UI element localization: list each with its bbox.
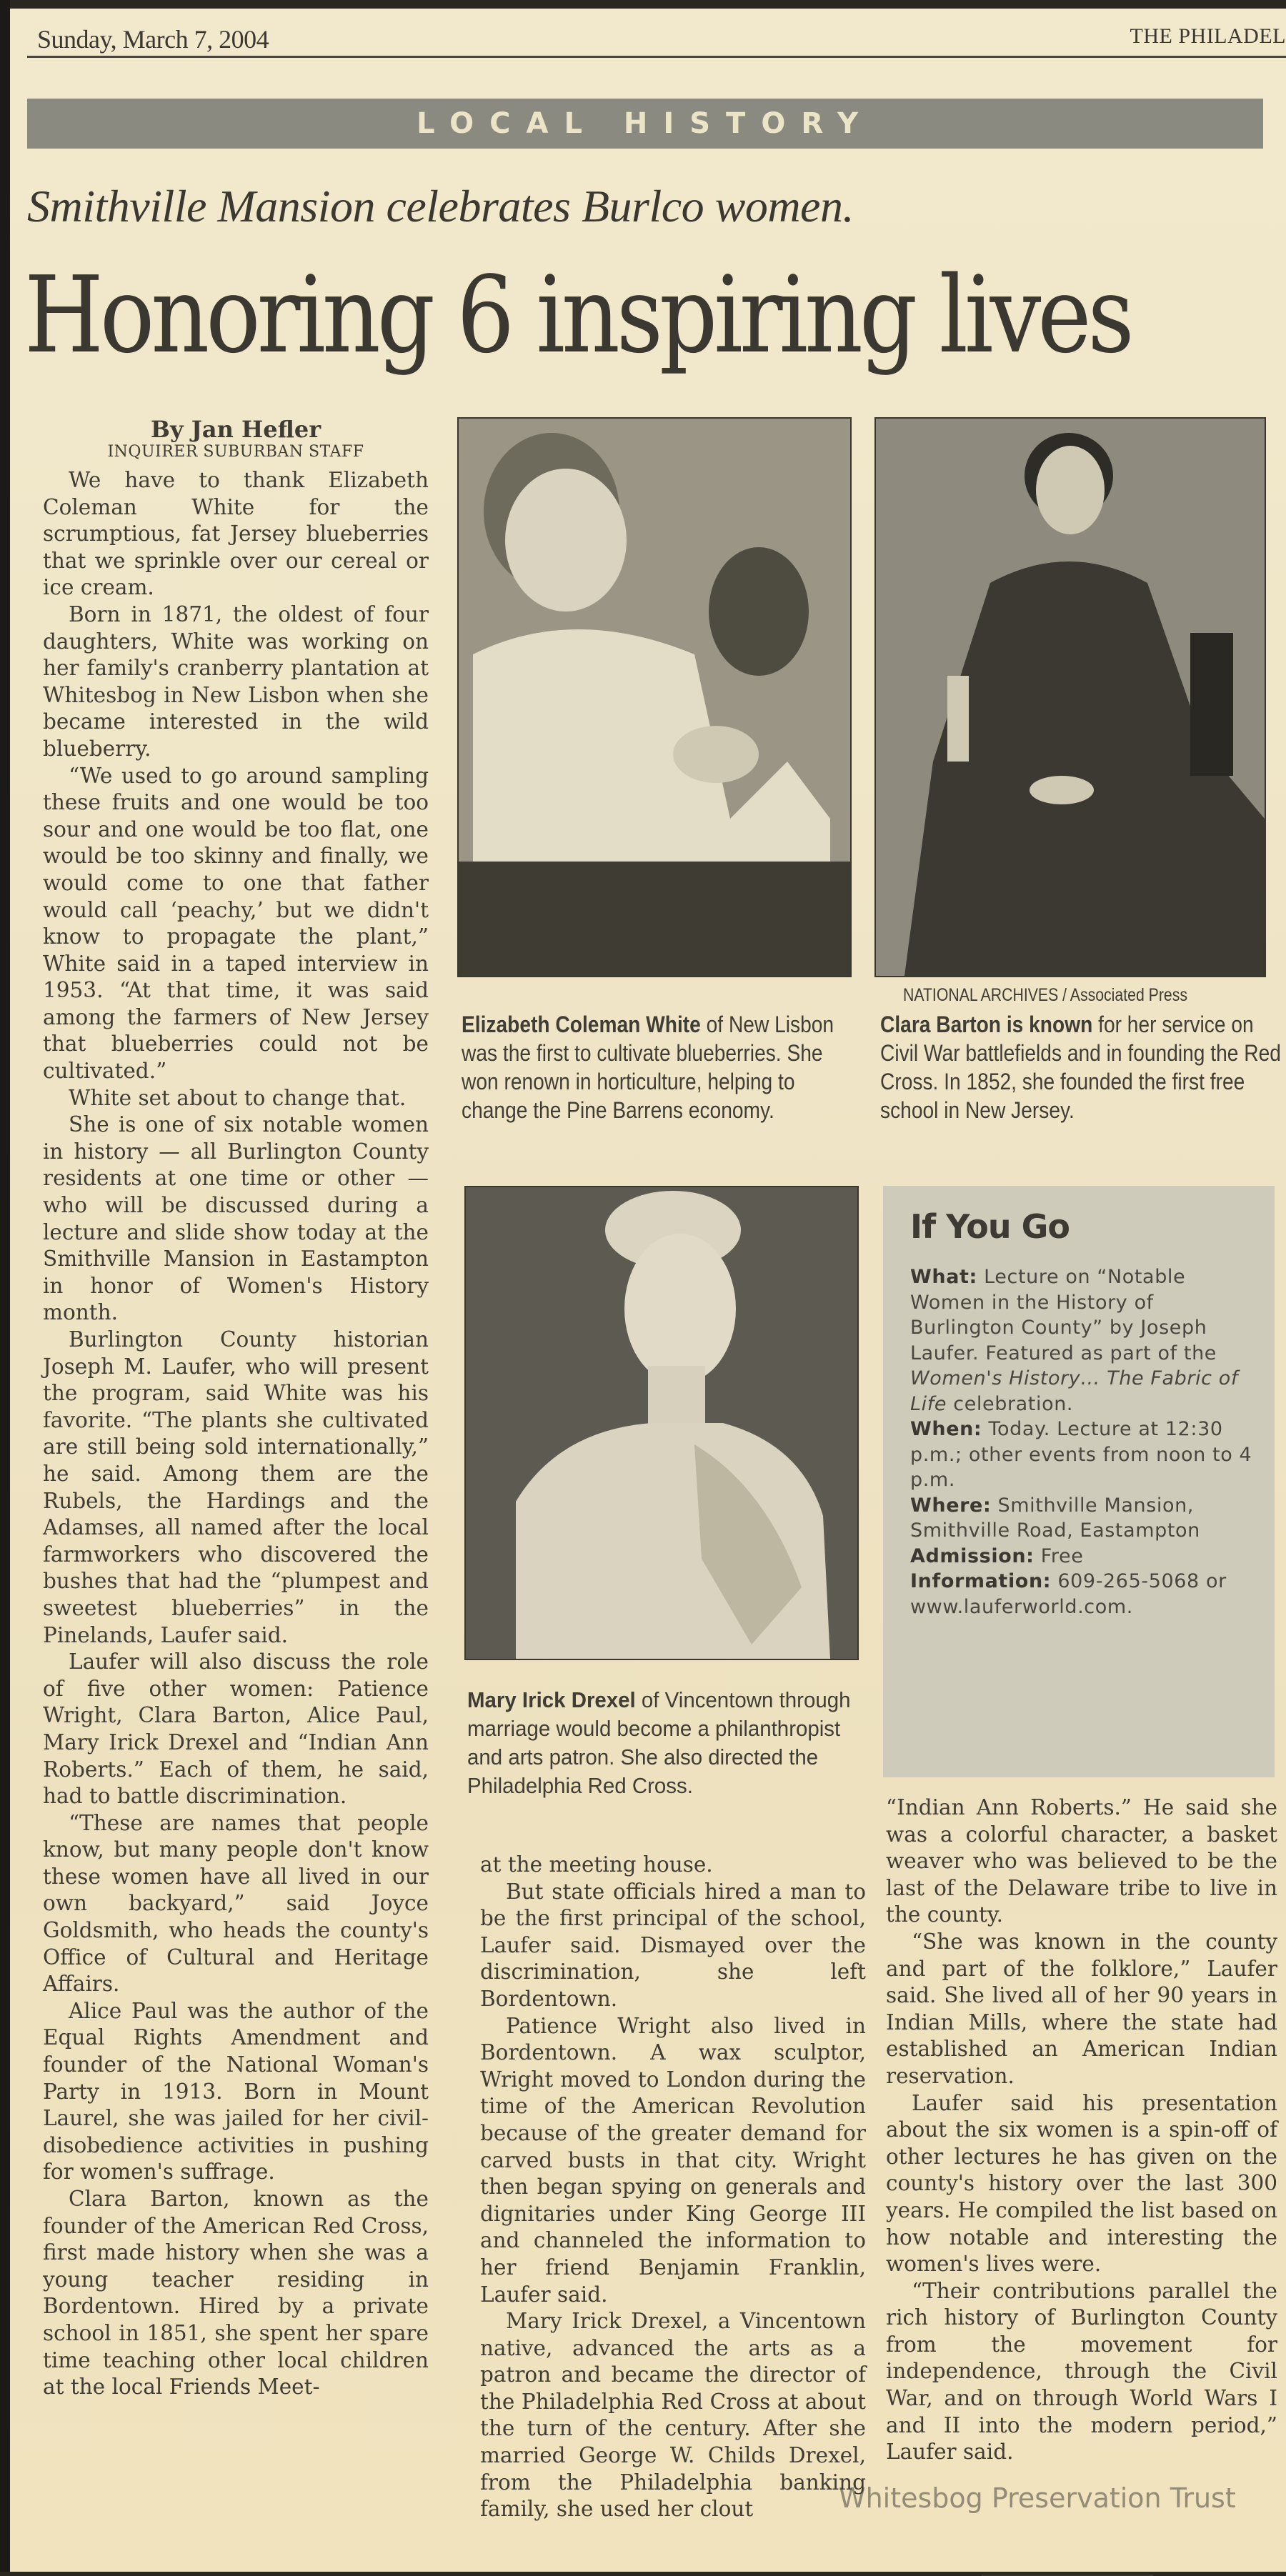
paragraph: Laufer said his presentation about the six women is a spin-off of other lectures he has given on the county's history over the last 300 years. He compiled the list based on how notable and interesting the women's lives were. <box>886 2090 1277 2277</box>
paragraph: Mary Irick Drexel, a Vincentown native, advanced the arts as a patron and became the director of the Philadelphia Red Cross at about the turn of the century. After she married George W. Childs Drexel, from the Philadelphia banking family, she used her clout <box>480 2309 866 2522</box>
what-text-end: celebration. <box>947 1392 1074 1415</box>
paragraph: White set about to change that. <box>69 1085 407 1110</box>
section-label: LOCAL HISTORY <box>417 107 874 140</box>
portrait-figure-icon <box>466 1187 857 1659</box>
paragraph: But state officials hired a man to be the first principal of the school, Laufer said. Dismayed over the discrimination, she left Bordentown. <box>480 1879 866 2011</box>
event-name: Women's History… The Fabric of Life <box>910 1367 1239 1415</box>
paragraph: Laufer will also discuss the role of five other women: Patience Wright, Clara Barton, Alice Paul, Mary Irick Drexel and “Indian Ann Roberts.” Each of them, he said, had to battle discrimination. <box>43 1649 429 1809</box>
admission-text: Free <box>1034 1544 1084 1567</box>
article-column-1 <box>43 416 429 2401</box>
caption-name: Clara Barton is known <box>880 1012 1093 1037</box>
article-column-2 <box>480 1852 866 2523</box>
photo-clara-barton <box>874 417 1266 977</box>
what-text: Lecture on “Notable Women in the History of Burlington County” by Joseph Laufer. Featured as part of the <box>910 1266 1217 1364</box>
caption-text: of New Lisbon was the first to cultivate blueberries. She won renown in horticulture, helping to change the Pine Barrens economy. <box>462 1012 834 1123</box>
article-column-3 <box>886 1794 1277 2466</box>
paragraph: at the meeting house. <box>480 1852 713 1877</box>
if-you-go-box <box>883 1186 1275 1777</box>
byline <box>43 416 429 461</box>
folio-date: Sunday, March 7, 2004 <box>37 25 269 54</box>
paragraph: “She was known in the county and part of the folklore,” Laufer said. She lived all of her 90 years in Indian Mills, where the state had established an American Indian reservation. <box>886 1929 1277 2088</box>
information-text: 609-265-5068 or www.lauferworld.com. <box>910 1570 1227 1618</box>
admission-label: Admission: <box>910 1544 1035 1567</box>
if-you-go-details <box>910 1264 1253 1619</box>
section-banner <box>27 99 1263 149</box>
caption-name: Mary Irick Drexel <box>467 1687 636 1712</box>
newspaper-page <box>10 9 1286 2572</box>
folio-newspaper-name: THE PHILADEL <box>1130 24 1286 48</box>
caption-text: of Vincentown through marriage would become a philanthropist and arts patron. She also directed the Philadelphia Red Cross. <box>467 1687 851 1798</box>
byline-author: By Jan Hefler <box>150 416 322 443</box>
paragraph: “Their contributions parallel the rich history of Burlington County from the movement for independence, through the Civil War, and on through World Wars I and II into the modern period,” Laufer said. <box>886 2278 1277 2465</box>
folio-rule <box>27 56 1286 58</box>
paragraph: Born in 1871, the oldest of four daughters, White was working on her family's cranberry plantation at Whitesbog in New Lisbon when she became interested in the wild blueberry. <box>43 601 429 761</box>
photo-elizabeth-white <box>457 417 852 977</box>
paragraph: Burlington County historian Joseph M. Laufer, who will present the program, said White was his favorite. “The plants she cultivated are still being sold internationally,” he said. Among them are the Rubels, the Hardings and the Adamses, all named after the local farmworkers who discovered the bushes that had the “plumpest and sweetest blueberries” in the Pinelands, Laufer said. <box>43 1327 429 1647</box>
portrait-figure-icon <box>459 419 850 976</box>
caption-clara-barton <box>880 1010 1282 1124</box>
paragraph: Clara Barton, known as the founder of the American Red Cross, first made history when she was a young teacher residing in Bordentown. Hired by a private school in 1851, she spent her spare time teaching other local children at the local Friends Meet- <box>43 2187 429 2400</box>
kicker-subhead: Smithville Mansion celebrates Burlco women. <box>27 181 854 231</box>
what-label: What: <box>910 1266 977 1288</box>
paragraph: We have to thank Elizabeth Coleman White for the scrumptious, fat Jersey blueberries that we sprinkle over our cereal or ice cream. <box>43 468 429 600</box>
paragraph: “Indian Ann Roberts.” He said she was a colorful character, a basket weaver who was believed to be the last of the Delaware tribe to live in the county. <box>886 1795 1277 1927</box>
paragraph: Alice Paul was the author of the Equal Rights Amendment and founder of the National Woman's Party in 1913. Born in Mount Laurel, she was jailed for her civil-disobedience activities in pushing for women's suffrage. <box>43 1998 429 2185</box>
paragraph: She is one of six notable women in history — all Burlington County residents at one time or other — who will be discussed during a lecture and slide show today at the Smithville Mansion in Eastampton in honor of Women's History month. <box>43 1112 429 1325</box>
portrait-figure-icon <box>876 419 1265 976</box>
paragraph: “These are names that people know, but many people don't know these women have all lived in our own backyard,” said Joyce Goldsmith, who heads the county's Office of Cultural and Heritage Affairs. <box>43 1810 429 1997</box>
where-label: Where: <box>910 1494 992 1517</box>
photo-credit: NATIONAL ARCHIVES / Associated Press <box>903 985 1187 1005</box>
information-label: Information: <box>910 1570 1052 1592</box>
if-you-go-title: If You Go <box>910 1207 1070 1246</box>
paragraph: Patience Wright also lived in Bordentown. A wax sculptor, Wright moved to London during the time of the American Revolution because of the greater demand for carved busts in that city. Wright then began spying on generals and dignitaries under King George III and channeled the information to her friend Benjamin Franklin, Laufer said. <box>480 2013 866 2307</box>
headline: Honoring 6 inspiring lives <box>24 254 1131 376</box>
where-text: Smithville Mansion, Smithville Road, Eastampton <box>910 1494 1200 1542</box>
when-label: When: <box>910 1418 982 1440</box>
scan-border <box>0 0 10 2572</box>
caption-mary-drexel <box>467 1686 868 1800</box>
byline-staff: INQUIRER SUBURBAN STAFF <box>107 443 364 461</box>
caption-elizabeth-white <box>462 1010 864 1124</box>
caption-text: for her service on Civil War battlefields and in founding the Red Cross. In 1852, she founded the first free school in New Jersey. <box>880 1012 1281 1123</box>
photo-mary-drexel <box>464 1186 859 1660</box>
archive-watermark: Whitesbog Preservation Trust <box>839 2482 1236 2514</box>
paragraph: “We used to go around sampling these fruits and one would be too sour and one would be too flat, one would be too skinny and finally, we would come to one that father would call ‘peachy,’ but we didn't know to propagate the plant,” White said in a taped interview in 1953. “At that time, it was said among the farmers of New Jersey that blueberries could not be cultivated.” <box>43 763 429 1084</box>
when-text: Today. Lecture at 12:30 p.m.; other events from noon to 4 p.m. <box>910 1418 1252 1491</box>
caption-name: Elizabeth Coleman White <box>462 1012 701 1037</box>
